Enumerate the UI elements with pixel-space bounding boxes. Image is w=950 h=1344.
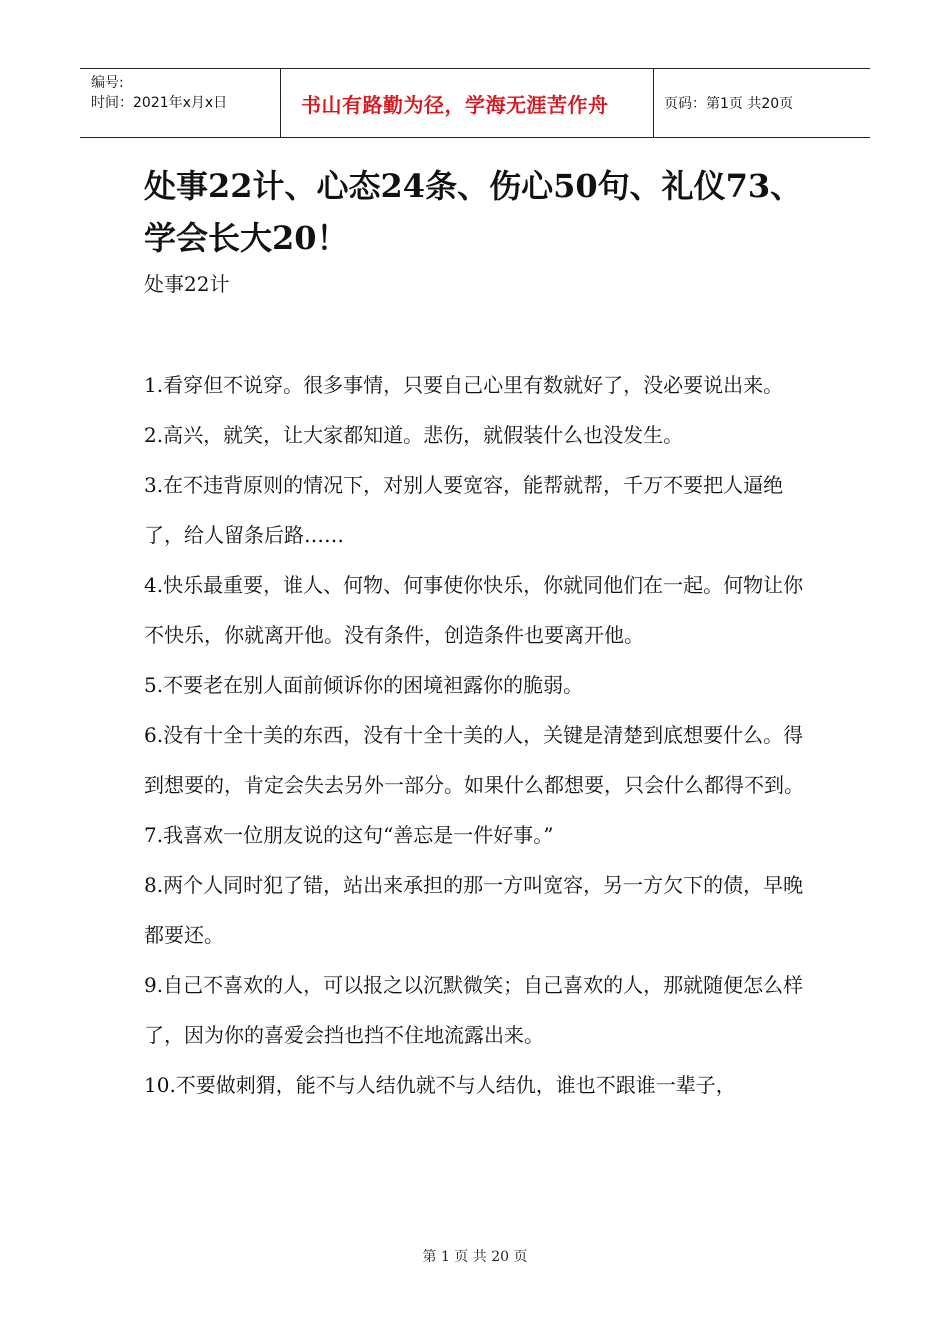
document-title: 处事22计、心态24条、伤心50句、礼仪73、学会长大20！ [144,167,803,257]
header-page-info: 页码：第1页 共20页 [664,96,794,112]
header-meta-cell [80,69,281,137]
paragraph: 6.没有十全十美的东西，没有十全十美的人，关键是清楚到底想要什么。得到想要的，肯定会失去另外一部分。如果什么都想要，只会什么都得不到。 [144,723,804,797]
document-date: 时间：2021年x月x日 [91,95,228,111]
paragraph: 9.自己不喜欢的人，可以报之以沉默微笑；自己喜欢的人，那就随便怎么样了，因为你的喜爱会挡也挡不住地流露出来。 [144,973,804,1047]
paragraph: 2.高兴，就笑，让大家都知道。悲伤，就假装什么也没发生。 [144,423,684,447]
paragraph: 10.不要做刺猬，能不与人结仇就不与人结仇，谁也不跟谁一辈子， [144,1073,736,1097]
paragraph: 4.快乐最重要，谁人、何物、何事使你快乐，你就同他们在一起。何物让你不快乐，你就离开他。没有条件，创造条件也要离开他。 [144,573,804,647]
paragraph: 1.看穿但不说穿。很多事情，只要自己心里有数就好了，没必要说出来。 [144,373,784,397]
section-heading: 处事22计 [144,272,230,296]
paragraph: 7.我喜欢一位朋友说的这句“善忘是一件好事。” [144,823,554,847]
document-number-label: 编号: [91,75,124,91]
paragraph: 5.不要老在别人面前倾诉你的困境袒露你的脆弱。 [144,673,584,697]
header-motto: 书山有路勤为径，学海无涯苦作舟 [281,69,654,137]
paragraph: 8.两个人同时犯了错，站出来承担的那一方叫宽容，另一方欠下的债，早晚都要还。 [144,873,804,947]
paragraph: 3.在不违背原则的情况下，对别人要宽容，能帮就帮，千万不要把人逼绝了，给人留条后路…… [144,473,784,547]
document-header [80,68,870,138]
page-footer: 第 1 页 共 20 页 [422,1249,528,1265]
document-body [144,360,804,1110]
